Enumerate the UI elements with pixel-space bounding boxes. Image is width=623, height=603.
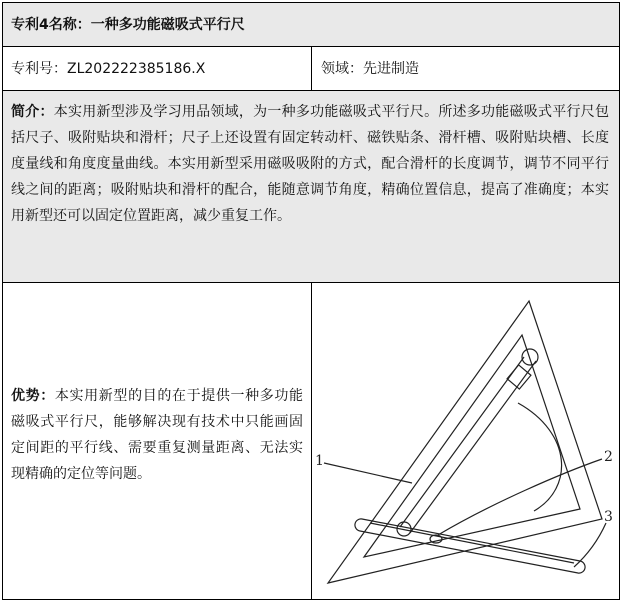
patent-number: 专利号：ZL202222385186.X: [11, 61, 206, 77]
column-divider: [311, 47, 312, 90]
callout-3: 3: [604, 509, 613, 525]
patent-title: 专利4名称：一种多功能磁吸式平行尺: [11, 17, 245, 33]
title-row: [2, 2, 620, 46]
ruler-figure: [312, 283, 619, 599]
advantage-paragraph: [11, 383, 303, 487]
summary-paragraph: [11, 99, 609, 229]
callout-1: 1: [315, 453, 324, 469]
advantage-text: 本实用新型的目的在于提供一种多功能磁吸式平行尺，能够解决现有技术中只能画固定间距的平行线、需要重复测量距离、无法实现精确的定位等问题。: [11, 388, 304, 482]
patent-field: 领域：先进制造: [321, 61, 419, 77]
adsorption-block: [507, 365, 531, 389]
callout-2: 2: [604, 449, 613, 465]
patent-sheet: [2, 2, 620, 600]
advantage-row: [2, 282, 620, 600]
fixed-rotating-rod: [400, 357, 524, 527]
angle-measure-curve: [518, 403, 562, 511]
summary-text: 本实用新型涉及学习用品领域，为一种多功能磁吸式平行尺。所述多功能磁吸式平行尺包括尺子、吸附贴块和滑杆；尺子上还设置有固定转动杆、磁铁贴条、滑杆槽、吸附贴块槽、长度度量线和角度度量曲线。本实用新型采用磁吸吸附的方式，配合滑杆的长度调节，调节不同平行线之间的距离；吸附贴块和滑杆的配合，能随意调节角度，精确位置信息，提高了准确度；本实用新型还可以固定位置距离，减少重复工作。: [11, 104, 610, 224]
rod-end-cap: [522, 349, 538, 365]
advantage-label: 优势：: [11, 388, 55, 404]
ruler-inner-frame: [364, 335, 580, 557]
summary-row: [2, 90, 620, 282]
info-row: [2, 46, 620, 90]
summary-label: 简介：: [11, 104, 54, 120]
ruler-outer-frame: [328, 301, 602, 583]
